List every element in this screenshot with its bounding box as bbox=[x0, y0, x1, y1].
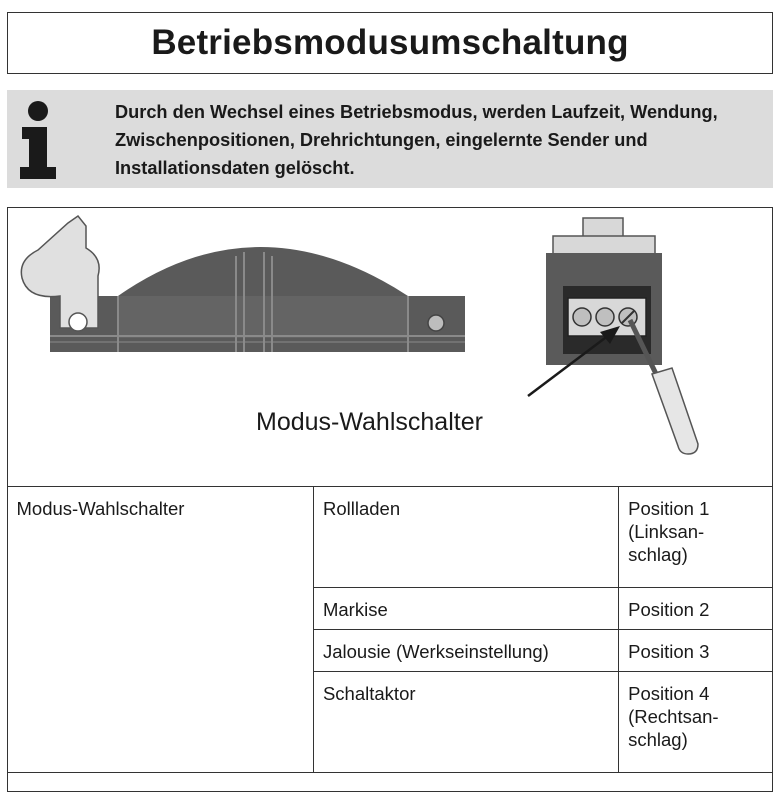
position-cell: Position 2 bbox=[619, 588, 772, 630]
mode-cell: Jalousie (Werkseinstellung) bbox=[313, 630, 618, 672]
position-note: (Rechtsan- schlag) bbox=[628, 706, 719, 750]
mode-cell: Rollladen bbox=[313, 487, 618, 588]
mode-cell: Schaltaktor bbox=[313, 672, 618, 773]
position-note: (Linksan- schlag) bbox=[628, 521, 705, 565]
motor-end-view bbox=[546, 218, 662, 365]
position-label: Position 4 bbox=[628, 683, 710, 704]
info-text: Durch den Wechsel eines Betriebsmodus, werden Laufzeit, Wendung, Zwischenpositionen, Drehrichtungen, eingelernte Sender und Installationsdaten gelöscht. bbox=[115, 102, 718, 178]
position-cell: Position 3 bbox=[619, 630, 772, 672]
mode-table bbox=[7, 486, 773, 773]
mode-cell: Markise bbox=[313, 588, 618, 630]
position-label: Position 1 bbox=[628, 498, 710, 519]
position-cell bbox=[619, 487, 772, 588]
info-box bbox=[7, 90, 773, 188]
motor-side-view bbox=[21, 216, 465, 352]
screwdriver bbox=[630, 320, 698, 454]
info-icon bbox=[16, 100, 60, 180]
page-title: Betriebsmodusumschaltung bbox=[151, 23, 629, 62]
table-label-cell: Modus-Wahlschalter bbox=[7, 487, 313, 773]
title-box bbox=[7, 12, 773, 74]
table-row bbox=[7, 487, 772, 588]
figure-caption: Modus-Wahlschalter bbox=[256, 408, 483, 436]
position-cell bbox=[619, 672, 772, 773]
main-frame bbox=[7, 207, 773, 792]
device-illustration bbox=[8, 208, 771, 488]
